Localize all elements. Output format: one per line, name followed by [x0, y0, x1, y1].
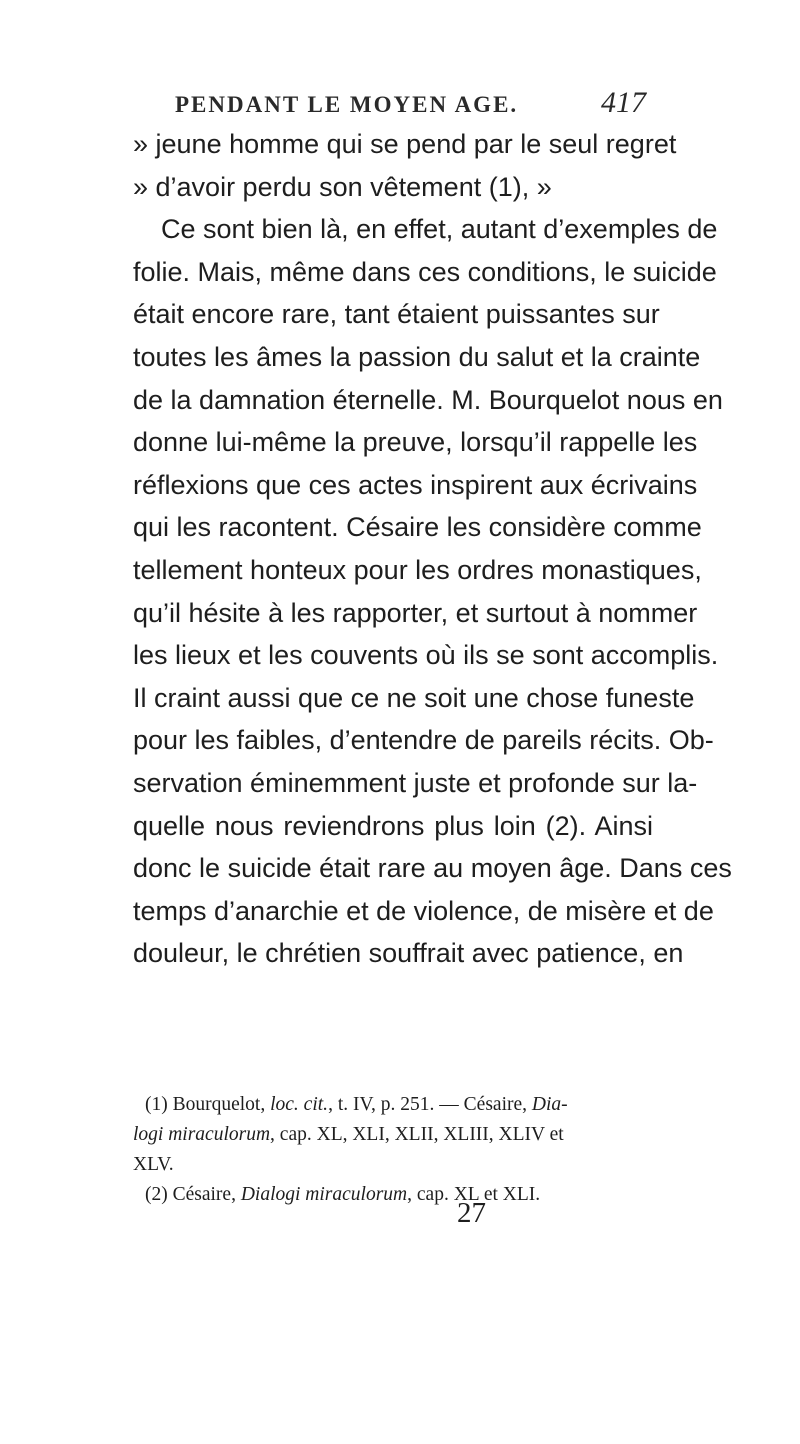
text-line: douleur, le chrétien souffrait avec patience, en	[133, 938, 684, 969]
footnote-1-line-3: XLV.	[133, 1154, 174, 1175]
body-text	[133, 123, 732, 975]
text-line: qui les racontent. Césaire les considère comme	[133, 512, 702, 543]
signature-mark: 27	[457, 1197, 486, 1229]
page-number: 417	[601, 86, 646, 119]
text-line: de la damnation éternelle. M. Bourquelot nous en	[133, 384, 723, 415]
footnotes	[133, 1090, 653, 1210]
text-line: quelle nous reviendrons plus loin (2). Ainsi	[133, 810, 653, 841]
footnote-1-line-1: (1) Bourquelot, loc. cit., t. IV, p. 251. — Césaire, Dia-	[145, 1094, 568, 1115]
text-line: temps d’anarchie et de violence, de misère et de	[133, 895, 714, 926]
text-line: pour les faibles, d’entendre de pareils récits. Ob-	[133, 725, 714, 756]
text-line: donc le suicide était rare au moyen âge. Dans ces	[133, 853, 732, 884]
text-line: réflexions que ces actes inspirent aux écrivains	[133, 469, 698, 500]
footnote-1-line-2: logi miraculorum, cap. XL, XLI, XLII, XLIII, XLIV et	[133, 1124, 564, 1145]
text-line: » d’avoir perdu son vêtement (1), »	[133, 171, 552, 202]
text-line: » jeune homme qui se pend par le seul regret	[133, 129, 677, 159]
text-line: servation éminemment juste et profonde sur la-	[133, 767, 698, 798]
running-title: PENDANT LE MOYEN AGE.	[175, 92, 519, 117]
footnote-2: (2) Césaire, Dialogi miraculorum, cap. XL et XLI.	[145, 1184, 541, 1205]
text-line: tellement honteux pour les ordres monastiques,	[133, 554, 702, 585]
text-line: Il craint aussi que ce ne soit une chose funeste	[133, 682, 695, 713]
text-line: était encore rare, tant étaient puissantes sur	[133, 299, 660, 330]
text-line: donne lui-même la preuve, lorsqu’il rappelle les	[133, 427, 698, 458]
text-line: Ce sont bien là, en effet, autant d’exemples de	[161, 214, 718, 245]
text-line: folie. Mais, même dans ces conditions, le suicide	[133, 256, 717, 287]
text-line: toutes les âmes la passion du salut et la crainte	[133, 341, 701, 372]
text-line: les lieux et les couvents où ils se sont accomplis.	[133, 640, 719, 671]
text-line: qu’il hésite à les rapporter, et surtout à nommer	[133, 597, 698, 628]
